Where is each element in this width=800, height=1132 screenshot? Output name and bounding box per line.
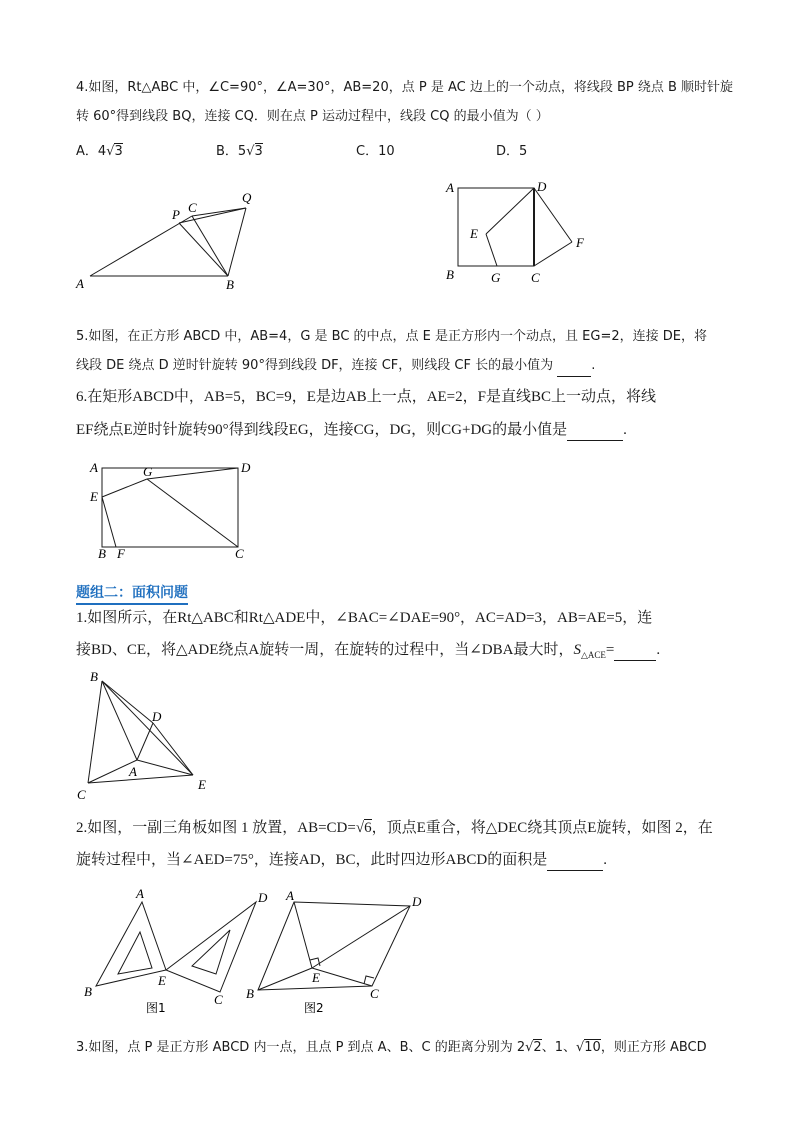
q4-option-d[interactable]: D．5 (496, 144, 528, 159)
q5-text-line2: 线段 DE 绕点 D 逆时针旋转 90°得到线段 DF，连接 CF，则线段 CF 长的最小值为 . (76, 356, 726, 377)
s1-answer-blank[interactable] (614, 640, 656, 661)
s1-label-e: E (198, 777, 206, 792)
s2-figure-2 (246, 888, 440, 1018)
q4-label-p: P (172, 207, 180, 222)
q4-text-line1: 4.如图，Rt△ABC 中，∠C=90°，∠A=30°，AB=20，点 P 是 AC 边上的一个动点，将线段 BP 绕点 B 顺时针旋 (76, 80, 734, 95)
s1-text-line2: 接BD、CE，将△ADE绕点A旋转一周，在旋转的过程中，当∠DBA最大时，$S_{\triangle ACE}=$ . (76, 642, 661, 660)
s2-figure-1 (80, 888, 270, 1018)
s2-text-line1: 2.如图，一副三角板如图 1 放置，AB=CD=√6，顶点E重合，将△DEC绕其顶点E旋转，如图 2，在 (76, 820, 713, 836)
q6-label-a: A (90, 460, 98, 475)
q6-label-f: F (117, 546, 125, 561)
q4-option-a[interactable]: A．4√3 (76, 144, 123, 159)
q5-label-d: D (537, 179, 547, 194)
q4-label-c: C (188, 200, 197, 215)
s1-text-line1: 1.如图所示，在Rt△ABC和Rt△ADE中，∠BAC=∠DAE=90°，AC=AD=3，AB=AE=5，连 (76, 610, 653, 626)
q4-text-line2: 转 60°得到线段 BQ，连接 CQ．则在点 P 运动过程中，线段 CQ 的最小值为（ ） (76, 109, 549, 124)
q6-label-d: D (241, 460, 251, 475)
q5-answer-blank[interactable] (557, 356, 591, 377)
s2-fig1-label-a: A (136, 886, 144, 901)
q4-option-b[interactable]: B．5√3 (216, 144, 263, 159)
s1-label-d: D (152, 709, 162, 724)
q6-answer-blank[interactable] (567, 420, 623, 441)
q6-label-e: E (90, 489, 98, 504)
q6-label-g: G (143, 464, 153, 479)
s2-fig1-caption: 图1 (146, 1001, 166, 1015)
s2-fig2-label-c: C (370, 986, 379, 1001)
q5-label-a: A (446, 180, 454, 195)
q5-label-f: F (576, 235, 584, 250)
s2-fig1-label-e: E (158, 973, 166, 988)
q6-label-b: B (98, 546, 106, 561)
s1-label-c: C (77, 787, 86, 802)
q4-figure (70, 185, 270, 295)
s2-fig2-label-a: A (286, 888, 294, 903)
s2-fig1-label-b: B (84, 984, 92, 999)
s2-text-line2: 旋转过程中，当∠AED=75°，连接AD，BC，此时四边形ABCD的面积是 . (76, 850, 726, 871)
s1-figure (74, 668, 224, 803)
s2-fig2-label-e: E (312, 970, 320, 985)
q5-text-line1: 5.如图，在正方形 ABCD 中，AB=4，G 是 BC 的中点，点 E 是正方形内一个动点，且 EG=2，连接 DE，将 (76, 329, 707, 344)
q5-figure (440, 178, 600, 293)
s3-text-line1: 3.如图，点 P 是正方形 ABCD 内一点，且点 P 到点 A、B、C 的距离分别为 2√2、1、√10，则正方形 ABCD (76, 1040, 707, 1055)
section-title: 题组二：面积问题 (76, 582, 188, 605)
s2-fig2-label-b: B (246, 986, 254, 1001)
q5-label-c: C (531, 270, 540, 285)
q4-option-c[interactable]: C．10 (356, 144, 395, 159)
q5-label-b: B (446, 267, 454, 282)
q6-text-line1: 6.在矩形ABCD中，AB=5，BC=9，E是边AB上一点，AE=2，F是直线BC上一动点，将线 (76, 389, 657, 405)
q4-label-b: B (226, 277, 234, 292)
q6-text-line2: EF绕点E逆时针旋转90°得到线段EG，连接CG，DG，则CG+DG的最小值是 . (76, 420, 726, 441)
q6-figure (88, 458, 258, 561)
s1-label-b: B (90, 669, 98, 684)
q4-label-q: Q (242, 190, 252, 205)
s2-fig2-label-d: D (412, 894, 422, 909)
q5-label-e: E (470, 226, 478, 241)
s2-fig1-label-c: C (214, 992, 223, 1007)
q6-label-c: C (235, 546, 244, 561)
s1-label-a: A (129, 764, 137, 779)
q4-label-a: A (76, 276, 84, 291)
s2-fig1-label-d: D (258, 890, 268, 905)
s2-answer-blank[interactable] (547, 850, 603, 871)
q5-label-g: G (491, 270, 501, 285)
s2-fig2-caption: 图2 (304, 1001, 324, 1015)
